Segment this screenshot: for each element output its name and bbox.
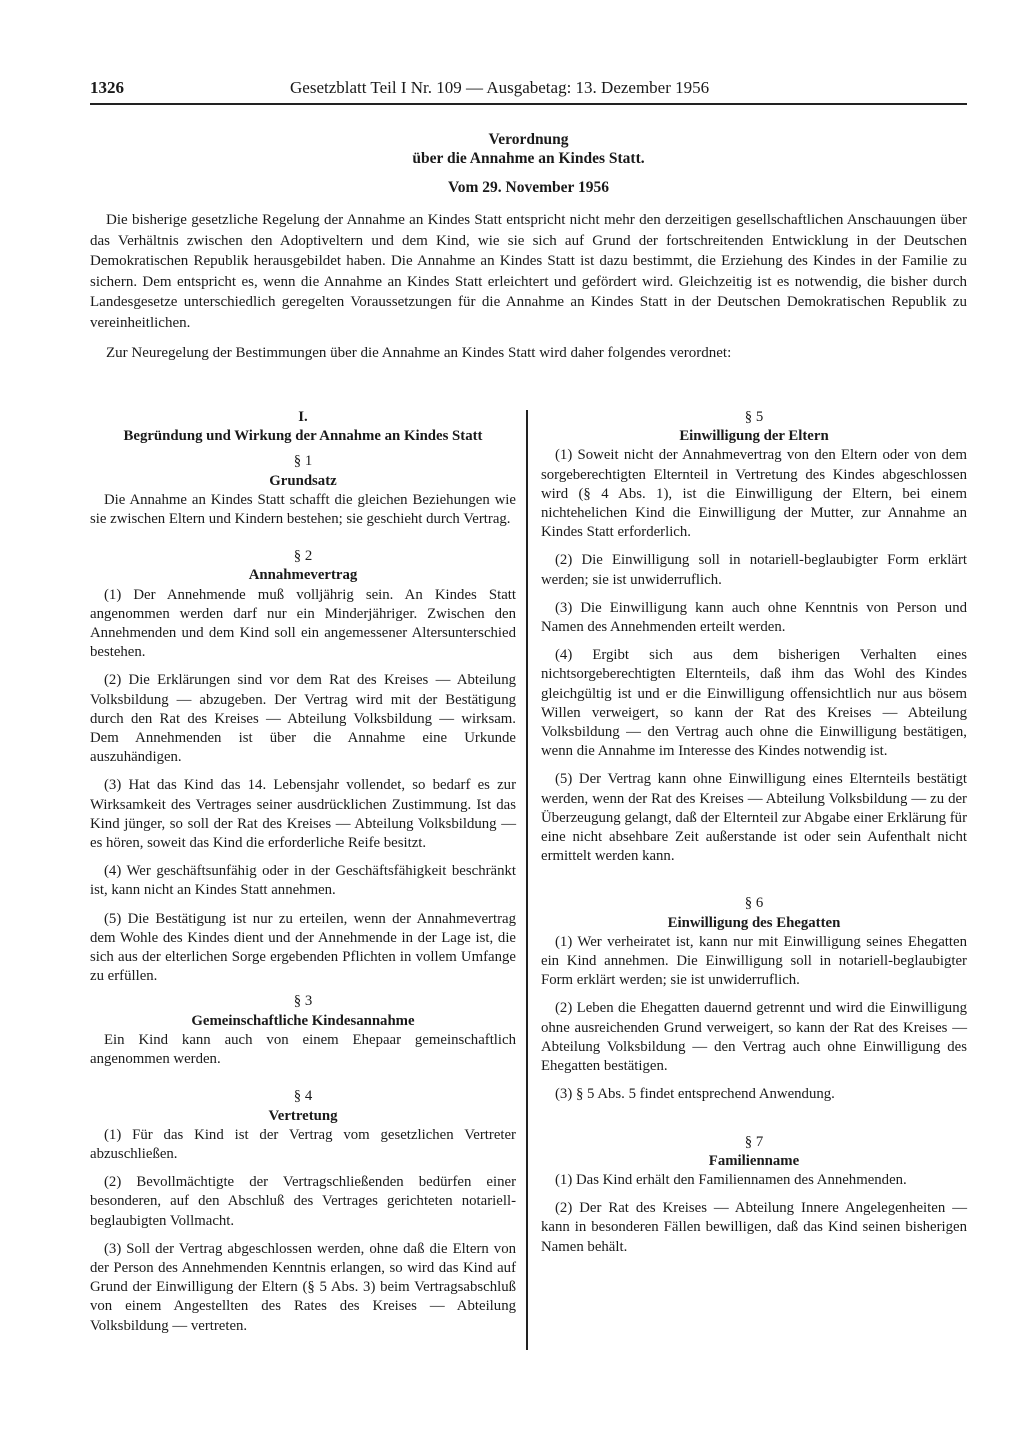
page-number: 1326 (90, 78, 124, 97)
paragraph-3-text: Ein Kind kann auch von einem Ehepaar gemeinschaftlich angenommen werden. (90, 1031, 516, 1068)
paragraph-5-clause-4: (4) Ergibt sich aus dem bisherigen Verhalten eines nichtsorgeberechtigten Elternteils, daß ihm das Wohl des Kindes gleichgültig ist und er die Einwilligung offensichtlich nur aus bösem Willen verweigert, so kann der Rat des Kreises — Abteilung Volksbildung — den Vertrag auch ohne die Einwilligung bestätigen, wenn die Annahme im Interesse des Kindes notwendig ist. (541, 647, 967, 760)
decree-date: Vom 29. November 1956 (447, 179, 610, 196)
title-line-2: über die Annahme an Kindes Statt. (412, 150, 645, 167)
paragraph-7-mark: § 7 (744, 1133, 764, 1150)
paragraph-4-mark: § 4 (293, 1088, 313, 1105)
paragraph-6-clause-3: (3) § 5 Abs. 5 findet entsprechend Anwendung. (555, 1086, 835, 1103)
paragraph-4-heading: Vertretung (268, 1107, 338, 1124)
column-divider (526, 410, 528, 1350)
paragraph-6-clause-2: (2) Leben die Ehegatten dauernd getrennt und wird die Einwilligung ohne ausreichenden Grund verweigert, so kann der Rat des Kreises — Abteilung Volksbildung — den Vertrag auch ohne Einwilligung des Ehegatten bestätigen. (541, 1000, 967, 1075)
paragraph-5-mark: § 5 (744, 409, 764, 425)
paragraph-5-clause-2: (2) Die Einwilligung soll in notariell-beglaubigter Form erklärt werden; sie ist unwiderruflich. (541, 552, 967, 588)
paragraph-7-clause-2: (2) Der Rat des Kreises — Abteilung Innere Angelegenheiten — kann in besonderen Fällen bewilligen, daß das Kind seinen bisherigen Namen behält. (541, 1200, 967, 1255)
paragraph-1-text: Die Annahme an Kindes Statt schafft die gleichen Beziehungen wie sie zwischen Eltern und Kindern bestehen; sie geschieht durch Vertrag. (90, 491, 516, 528)
paragraph-5-clause-5: (5) Der Vertrag kann ohne Einwilligung eines Elternteils bestätigt werden, wenn der Rat des Kreises — Abteilung Volksbildung — zu der Überzeugung gelangt, daß der Elternteil zur Abgabe einer Erklärung für eine nicht absehbare Zeit außerstande ist oder sein Aufenthalt nicht ermittelt werden kann. (541, 771, 967, 865)
paragraph-7-clause-1: (1) Das Kind erhält den Familiennamen des Annehmenden. (555, 1171, 907, 1188)
title-line-1: Verordnung (488, 131, 569, 148)
title-block (90, 130, 967, 197)
paragraph-2-heading: Annahmevertrag (248, 567, 358, 584)
paragraph-1-mark: § 1 (293, 453, 313, 470)
paragraph-2-mark: § 2 (293, 548, 313, 565)
preamble (90, 210, 967, 364)
paragraph-5-heading: Einwilligung der Eltern (679, 428, 829, 445)
running-head: Gesetzblatt Teil I Nr. 109 — Ausgabetag: 13. Dezember 1956 (290, 78, 710, 97)
paragraph-2-clause-3: (3) Hat das Kind das 14. Lebensjahr vollendet, so bedarf es zur Wirksamkeit des Vertrages seiner ausdrücklichen Zustimmung. Ist das Kind jünger, so soll der Rat des Kreises — Abteilung Volksbildung — es hören, soweit das Kind die erforderliche Reife besitzt. (90, 777, 516, 852)
preamble-paragraph-1: Die bisherige gesetzliche Regelung der Annahme an Kindes Statt entspricht nicht mehr den derzeitigen gesellschaftlichen Anschauungen über das Verhältnis zwischen den Adoptiveltern und dem Kind, wie sie sich auf Grund der fortschreitenden Entwicklung in der Deutschen Demokratischen Republik herausgebildet haben. Die Annahme an Kindes Statt ist dazu bestimmt, die Erziehung des Kindes in der Familie zu sichern. Dem entspricht es, wenn die Annahme an Kindes Statt erleichtert und gefördert wird. Gleichzeitig ist es notwendig, die bisher durch Landesgesetze unterschiedlich geregelten Voraussetzungen für die Annahme an Kindes Statt in der Deutschen Demokratischen Republik zu vereinheitlichen. (90, 212, 967, 331)
paragraph-2-clause-5: (5) Die Bestätigung ist nur zu erteilen, wenn der Annahmevertrag dem Wohle des Kindes dient und der Annehmende in der Lage ist, die sich aus der elterlichen Sorge ergebenden Pflichten in vollem Umfange zu erfüllen. (90, 910, 516, 985)
paragraph-3-mark: § 3 (293, 993, 313, 1010)
paragraph-2-clause-1: (1) Der Annehmende muß volljährig sein. An Kindes Statt angenommen werden darf nur ein Minderjähriger. Zwischen den Annehmenden und dem Kind soll ein angemessener Altersunterschied bestehen. (90, 586, 516, 661)
header-rule (90, 103, 967, 105)
page-header (90, 78, 970, 102)
paragraph-5-clause-1: (1) Soweit nicht der Annahmevertrag von den Eltern oder von dem sorgeberechtigten Elternteil in Vertretung des Kindes abgeschlossen wird (§ 4 Abs. 1), ist die Einwilligung der Eltern, bei einem nichtehelichen Kind die Einwilligung der Mutter, zur Annahme an Kindes Statt erforderlich. (541, 447, 967, 541)
paragraph-6-mark: § 6 (744, 895, 764, 912)
paragraph-2-clause-4: (4) Wer geschäftsunfähig oder in der Geschäftsfähigkeit beschränkt ist, kann nicht an Kindes Statt annehmen. (90, 863, 516, 899)
paragraph-4-clause-2: (2) Bevollmächtigte der Vertragschließenden bedürfen einer besonderen, auf den Abschluß des Vertrages gerichteten notariell-beglaubigten Vollmacht. (90, 1174, 516, 1229)
section-roman-numeral: I. (298, 409, 308, 425)
paragraph-6-clause-1: (1) Wer verheiratet ist, kann nur mit Einwilligung seines Ehegatten ein Kind annehmen. Die Einwilligung soll in notariell-beglaubigter Form erklärt werden; sie ist unwiderruflich. (541, 933, 967, 989)
paragraph-4-clause-3: (3) Soll der Vertrag abgeschlossen werden, ohne daß die Eltern von der Person des Annehmenden Kenntnis erlangen, so wird das Kind auf Grund der Einwilligung der Eltern (§ 5 Abs. 3) beim Vertragsabschluß von einem Angestellten des Rates des Kreises — Abteilung Volksbildung — vertreten. (90, 1240, 516, 1334)
paragraph-7-heading: Familienname (708, 1152, 800, 1169)
paragraph-2-clause-2: (2) Die Erklärungen sind vor dem Rat des Kreises — Abteilung Volksbildung — abzugeben. Der Vertrag wird mit der Bestätigung durch den Rat des Kreises — Abteilung Volksbildung — wirksam. Dem Annehmenden ist über die Annahme eine Urkunde auszuhändigen. (90, 672, 516, 766)
paragraph-5-clause-3: (3) Die Einwilligung kann auch ohne Kenntnis von Person und Namen des Annehmenden erteilt werden. (541, 599, 967, 636)
left-column (90, 408, 516, 1336)
paragraph-3-heading: Gemeinschaftliche Kindesannahme (191, 1012, 415, 1029)
preamble-paragraph-2: Zur Neuregelung der Bestimmungen über die Annahme an Kindes Statt wird daher folgendes verordnet: (106, 345, 732, 361)
paragraph-4-clause-1: (1) Für das Kind ist der Vertrag vom gesetzlichen Vertreter abzuschließen. (90, 1126, 516, 1162)
right-column (541, 408, 967, 1257)
section-title: Begründung und Wirkung der Annahme an Kindes Statt (123, 428, 483, 445)
paragraph-6-heading: Einwilligung des Ehegatten (667, 914, 841, 931)
paragraph-1-heading: Grundsatz (269, 472, 337, 489)
